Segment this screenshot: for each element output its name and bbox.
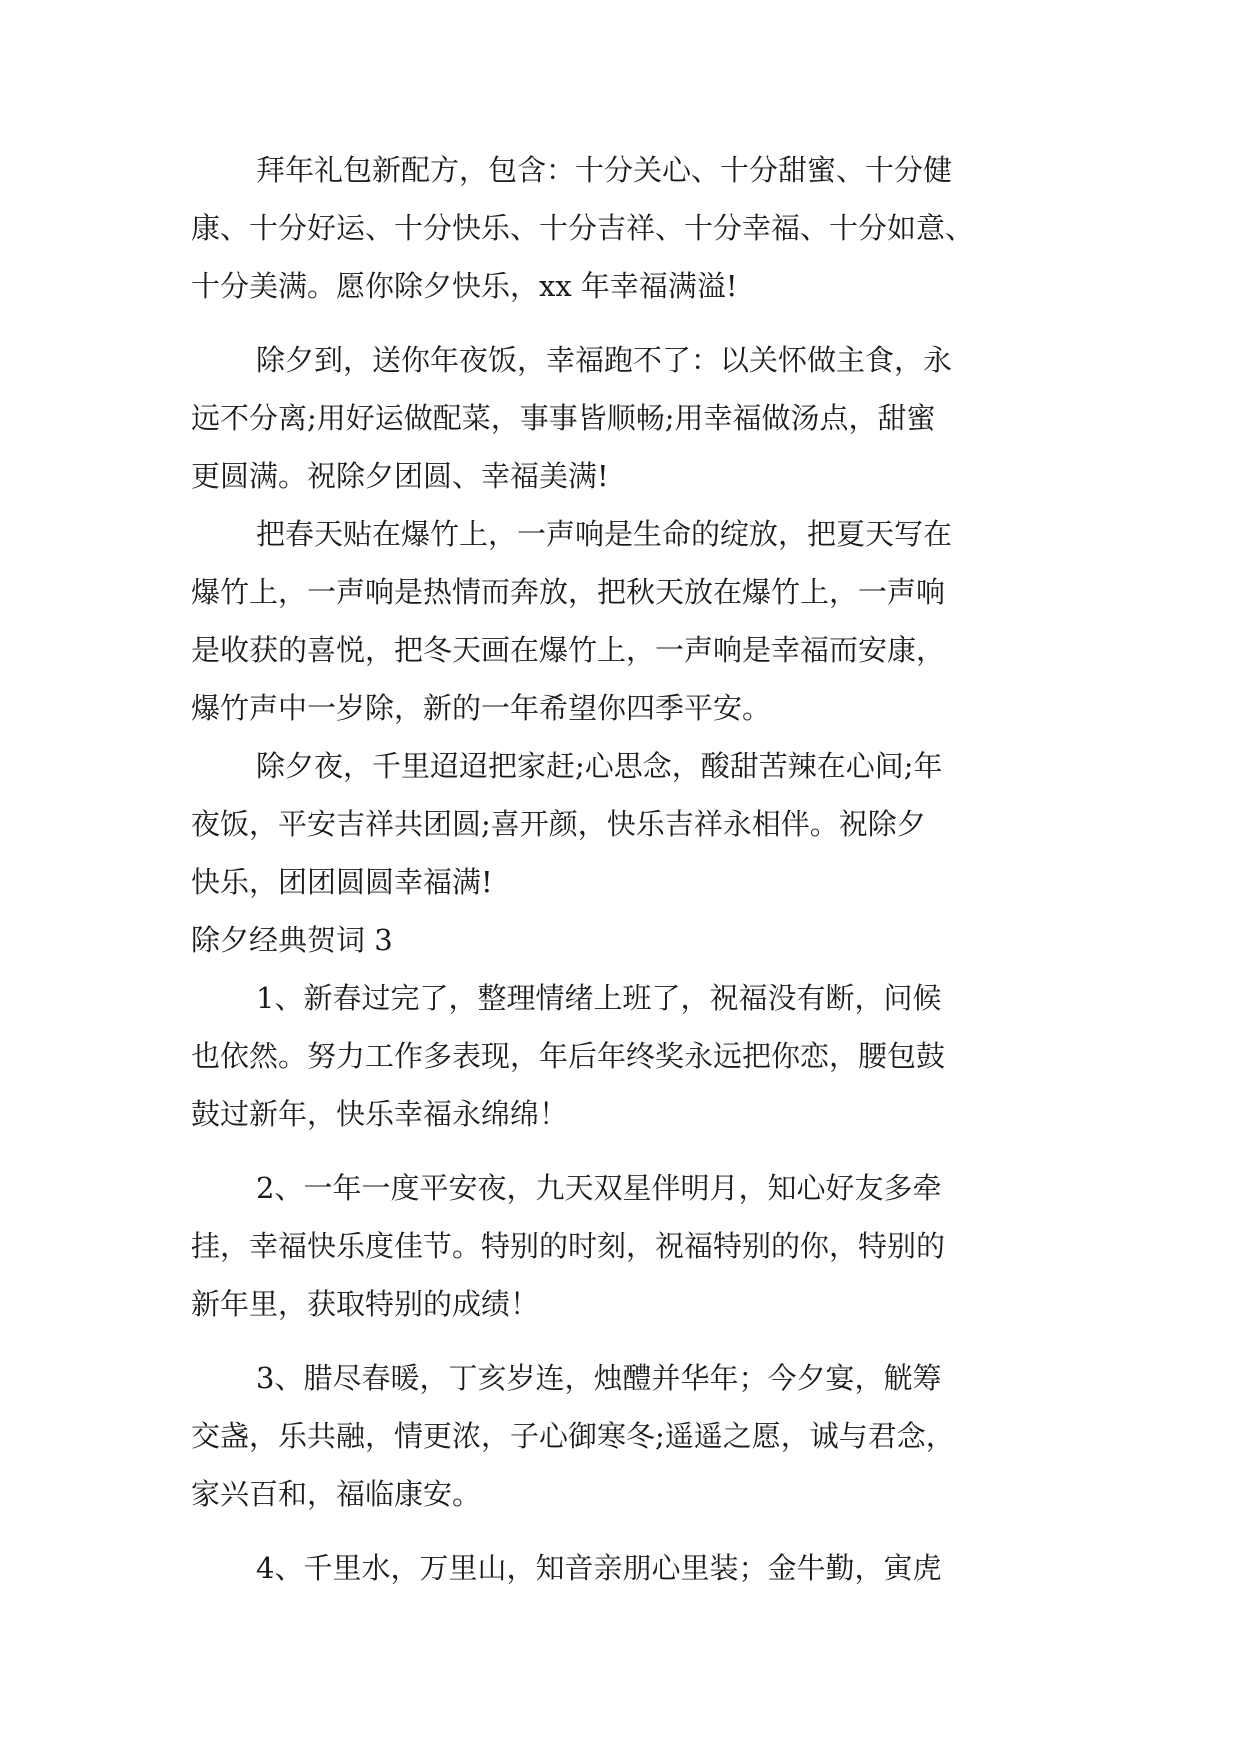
text-line: 更圆满。祝除夕团圆、幸福美满!: [191, 459, 609, 493]
text-line: 十分美满。愿你除夕快乐，xx 年幸福满溢!: [191, 269, 738, 303]
text-line: 挂，幸福快乐度佳节。特别的时刻，祝福特别的你，特别的: [191, 1229, 946, 1263]
text-line: 新年里，获取特别的成绩！: [191, 1287, 540, 1321]
text-line: 康、十分好运、十分快乐、十分吉祥、十分幸福、十分如意、: [191, 211, 975, 245]
text-line: 2、一年一度平安夜，九天双星伴明月，知心好友多牵: [256, 1171, 942, 1205]
text-line: 也依然。努力工作多表现，年后年终奖永远把你恋，腰包鼓: [191, 1039, 946, 1073]
text-line: 爆竹上，一声响是热情而奔放，把秋天放在爆竹上，一声响: [191, 575, 946, 609]
text-line: 交盏，乐共融，情更浓，子心御寒冬;遥遥之愿，诚与君念，: [191, 1419, 955, 1453]
text-line: 除夕夜，千里迢迢把家赶;心思念，酸甜苦辣在心间;年: [256, 749, 943, 783]
text-line: 1、新春过完了，整理情绪上班了，祝福没有断，问候: [256, 981, 942, 1015]
text-line: 远不分离;用好运做配菜，事事皆顺畅;用幸福做汤点，甜蜜: [191, 401, 936, 435]
text-line: 爆竹声中一岁除，新的一年希望你四季平安。: [191, 691, 772, 725]
text-line: 快乐，团团圆圆幸福满!: [191, 865, 493, 899]
text-line: 把春天贴在爆竹上，一声响是生命的绽放，把夏天写在: [256, 517, 953, 551]
text-line: 3、腊尽春暖，丁亥岁连，烛醴并华年；今夕宴，觥筹: [256, 1361, 942, 1395]
text-line: 4、千里水，万里山，知音亲朋心里装；金牛勤，寅虎: [256, 1551, 942, 1585]
section-heading: 除夕经典贺词 3: [191, 923, 393, 957]
text-line: 除夕到，送你年夜饭，幸福跑不了：以关怀做主食，永: [256, 343, 953, 377]
text-line: 是收获的喜悦，把冬天画在爆竹上，一声响是幸福而安康，: [191, 633, 946, 667]
text-line: 鼓过新年，快乐幸福永绵绵！: [191, 1097, 569, 1131]
text-line: 家兴百和，福临康安。: [191, 1477, 482, 1511]
text-line: 夜饭，平安吉祥共团圆;喜开颜，快乐吉祥永相伴。祝除夕: [191, 807, 926, 841]
text-line: 拜年礼包新配方，包含：十分关心、十分甜蜜、十分健: [256, 153, 953, 187]
